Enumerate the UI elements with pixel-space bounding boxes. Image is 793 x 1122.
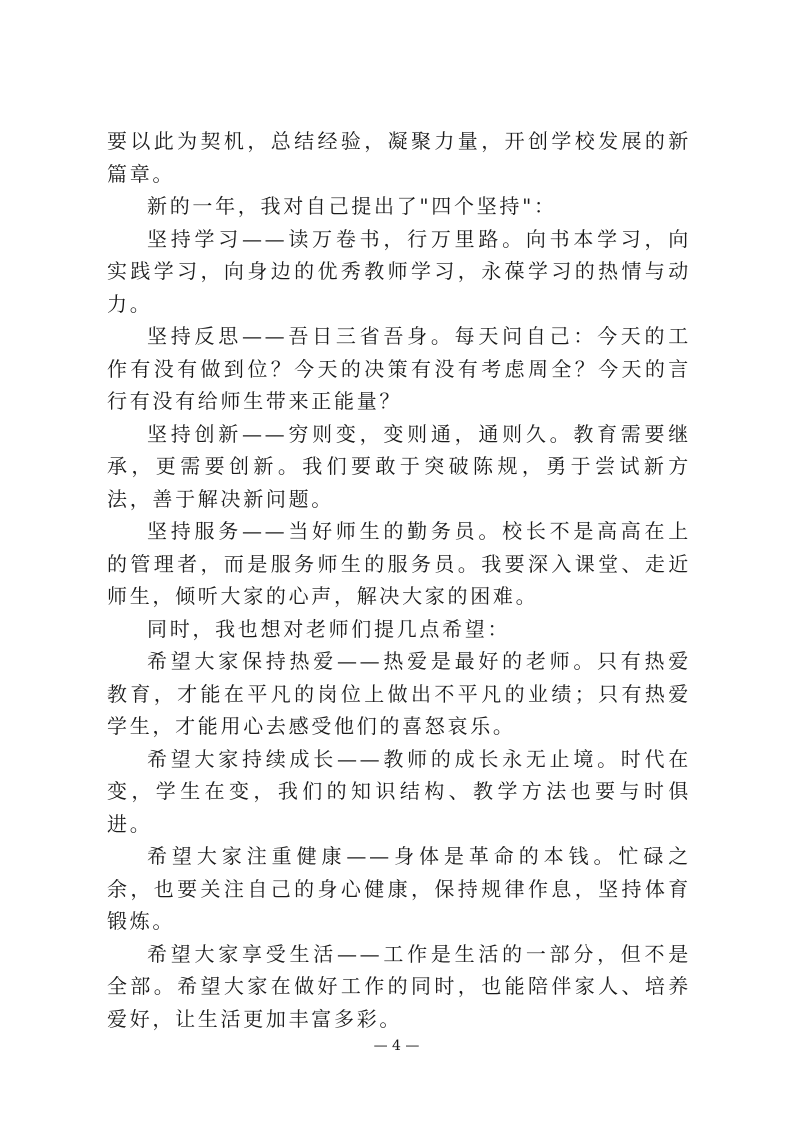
body-text [107,125,691,1035]
paragraph-continuation: 要以此为契机，总结经验，凝聚力量，开创学校发展的新篇章。 [107,129,691,186]
paragraph: 希望大家注重健康——身体是革命的本钱。忙碌之余，也要关注自己的身心健康，保持规律作息，坚持体育锻炼。 [107,844,691,933]
paragraph: 希望大家保持热爱——热爱是最好的老师。只有热爱教育，才能在平凡的岗位上做出不平凡的业绩；只有热爱学生，才能用心去感受他们的喜怒哀乐。 [107,649,691,738]
paragraph: 坚持服务——当好师生的勤务员。校长不是高高在上的管理者，而是服务师生的服务员。我要深入课堂、走近师生，倾听大家的心声，解决大家的困难。 [107,519,691,608]
paragraph: 坚持反思——吾日三省吾身。每天问自己：今天的工作有没有做到位？今天的决策有没有考虑周全？今天的言行有没有给师生带来正能量？ [107,324,691,413]
paragraph: 希望大家持续成长——教师的成长永无止境。时代在变，学生在变，我们的知识结构、教学方法也要与时俱进。 [107,746,691,836]
paragraph: 希望大家享受生活——工作是生活的一部分，但不是全部。希望大家在做好工作的同时，也能陪伴家人、培养爱好，让生活更加丰富多彩。 [107,941,691,1031]
page-number: — 4 — [373,1038,420,1054]
paragraph: 同时，我也想对老师们提几点希望： [147,616,511,641]
paragraph: 新的一年，我对自己提出了"四个坚持"： [147,194,557,218]
paragraph: 坚持学习——读万卷书，行万里路。向书本学习，向实践学习，向身边的优秀教师学习，永葆学习的热情与动力。 [107,226,691,316]
paragraph: 坚持创新——穷则变，变则通，通则久。教育需要继承，更需要创新。我们要敢于突破陈规，勇于尝试新方法，善于解决新问题。 [107,421,691,511]
